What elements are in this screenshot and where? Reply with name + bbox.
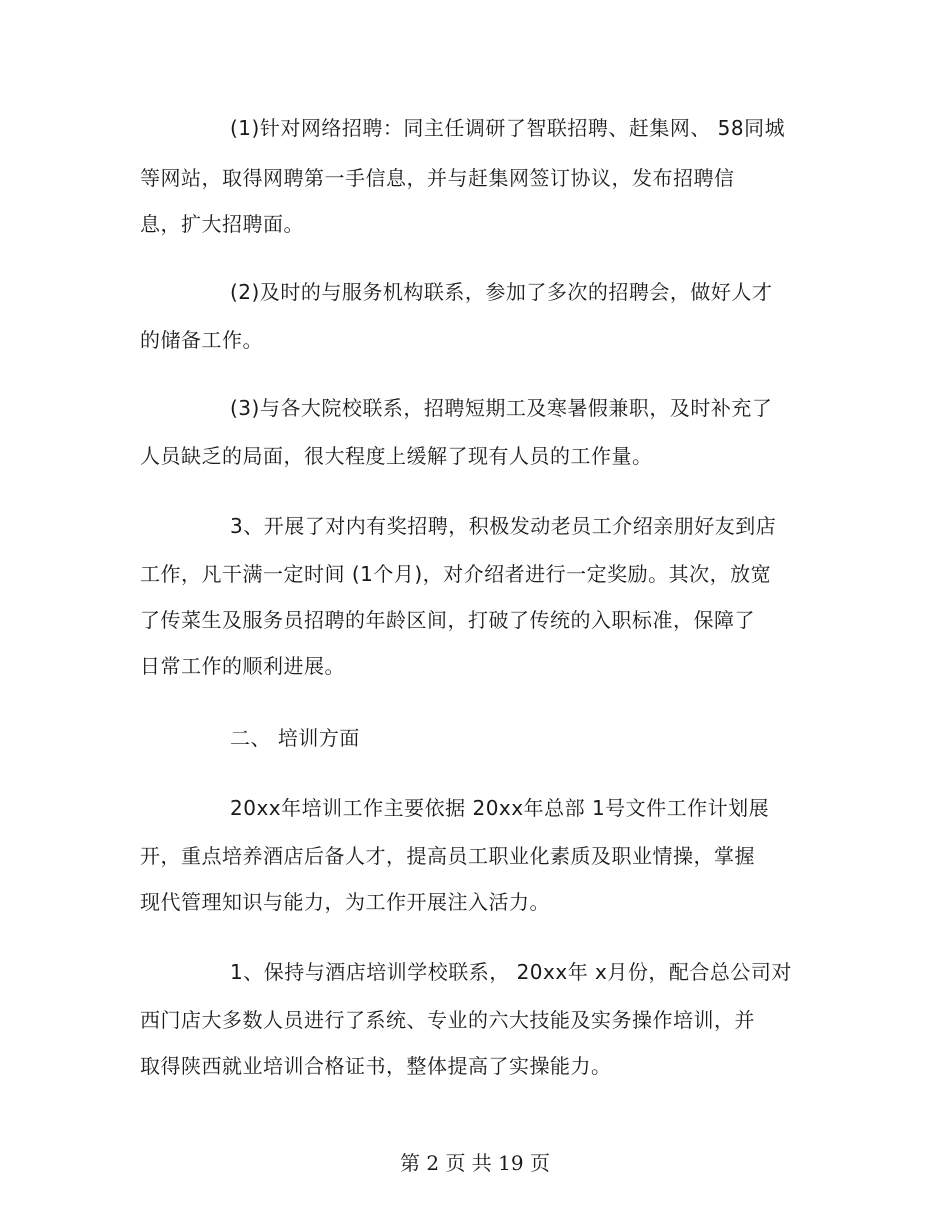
section-heading: 二、 培训方面 — [230, 726, 360, 750]
paragraph-line: 等网站，取得网聘第一手信息，并与赶集网签订协议，发布招聘信 — [140, 166, 735, 190]
paragraph-line: 开，重点培养酒店后备人才，提高员工职业化素质及职业情操，掌握 — [140, 844, 755, 868]
paragraph-line: 1、保持与酒店培训学校联系， 20xx年 x月份，配合总公司对 — [230, 960, 792, 984]
paragraph-line: 了传菜生及服务员招聘的年龄区间，打破了传统的入职标准，保障了 — [140, 608, 755, 632]
paragraph-line: (1)针对网络招聘：同主任调研了智联招聘、赶集网、 58同城 — [230, 116, 786, 140]
paragraph-line: 20xx年培训工作主要依据 20xx年总部 1号文件工作计划展 — [230, 796, 770, 820]
paragraph-line: (3)与各大院校联系，招聘短期工及寒暑假兼职，及时补充了 — [230, 396, 773, 420]
paragraph-line: 取得陕西就业培训合格证书，整体提高了实操能力。 — [140, 1054, 612, 1078]
paragraph-line: (2)及时的与服务机构联系，参加了多次的招聘会，做好人才 — [230, 280, 773, 304]
paragraph-line: 西门店大多数人员进行了系统、专业的六大技能及实务操作培训，并 — [140, 1008, 755, 1032]
paragraph-line: 人员缺乏的局面，很大程度上缓解了现有人员的工作量。 — [140, 444, 653, 468]
page-number-footer: 第 2 页 共 19 页 — [400, 1151, 550, 1175]
paragraph-line: 工作，凡干满一定时间 (1个月)，对介绍者进行一定奖励。其次，放宽 — [140, 562, 772, 586]
paragraph-line: 息，扩大招聘面。 — [140, 212, 304, 236]
paragraph-line: 的储备工作。 — [140, 328, 263, 352]
paragraph-line: 日常工作的顺利进展。 — [140, 654, 345, 678]
paragraph-line: 3、开展了对内有奖招聘，积极发动老员工介绍亲朋好友到店 — [230, 514, 777, 538]
paragraph-line: 现代管理知识与能力，为工作开展注入活力。 — [140, 890, 550, 914]
